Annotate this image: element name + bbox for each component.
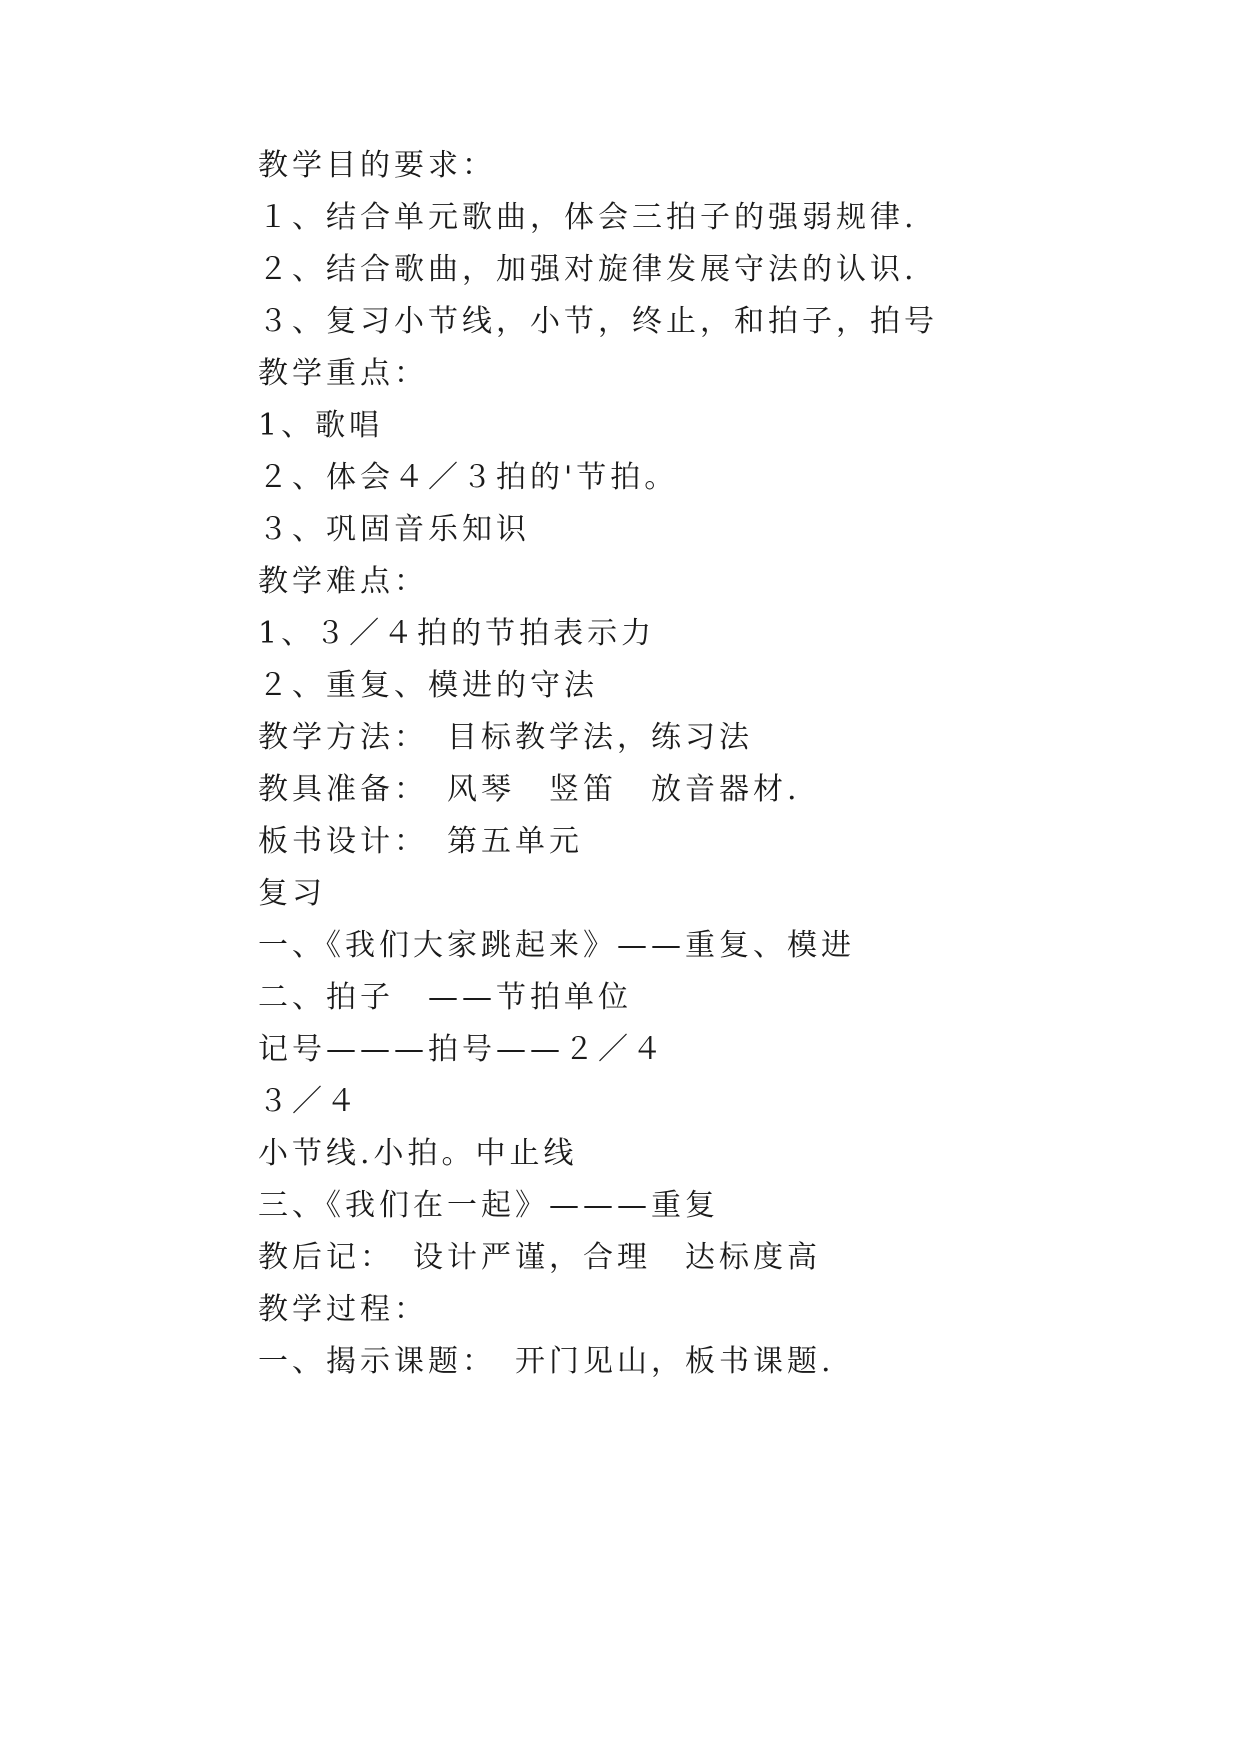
process-step-1: 一、揭示课题： 开门见山，板书课题. — [258, 1344, 835, 1379]
board-time-signature: 记号———拍号——２／４ — [258, 1032, 666, 1067]
board-barlines: 小节线.小拍。中止线 — [258, 1136, 578, 1171]
heading-teaching-process: 教学过程： — [258, 1292, 428, 1327]
heading-key-points: 教学重点： — [258, 356, 428, 391]
key-point-item-3: ３、巩固音乐知识 — [258, 512, 530, 547]
teaching-aids: 教具准备： 风琴 竖笛 放音器材. — [258, 772, 801, 807]
board-item-2: 二、拍子 ——节拍单位 — [258, 980, 632, 1015]
objective-item-2: ２、结合歌曲，加强对旋律发展守法的认识. — [258, 252, 918, 287]
heading-teaching-objectives: 教学目的要求： — [258, 148, 496, 183]
difficulty-item-1: 1、３／４拍的节拍表示力 — [258, 616, 656, 651]
board-item-1: 一、《我们大家跳起来》——重复、模进 — [258, 928, 855, 963]
key-point-item-2: ２、体会４／３拍的'节拍。 — [258, 460, 679, 495]
objective-item-1: １、结合单元歌曲，体会三拍子的强弱规律. — [258, 200, 918, 235]
board-review: 复习 — [258, 876, 326, 911]
board-design: 板书设计： 第五单元 — [258, 824, 583, 859]
post-teaching-notes: 教后记： 设计严谨，合理 达标度高 — [258, 1240, 821, 1275]
board-item-3: 三、《我们在一起》———重复 — [258, 1188, 719, 1223]
heading-difficulties: 教学难点： — [258, 564, 428, 599]
teaching-methods: 教学方法： 目标教学法，练习法 — [258, 720, 753, 755]
objective-item-3: ３、复习小节线，小节，终止，和拍子，拍号 — [258, 304, 938, 339]
difficulty-item-2: ２、重复、模进的守法 — [258, 668, 598, 703]
key-point-item-1: 1、歌唱 — [258, 408, 384, 443]
board-time-signature-2: ３／４ — [258, 1084, 360, 1119]
